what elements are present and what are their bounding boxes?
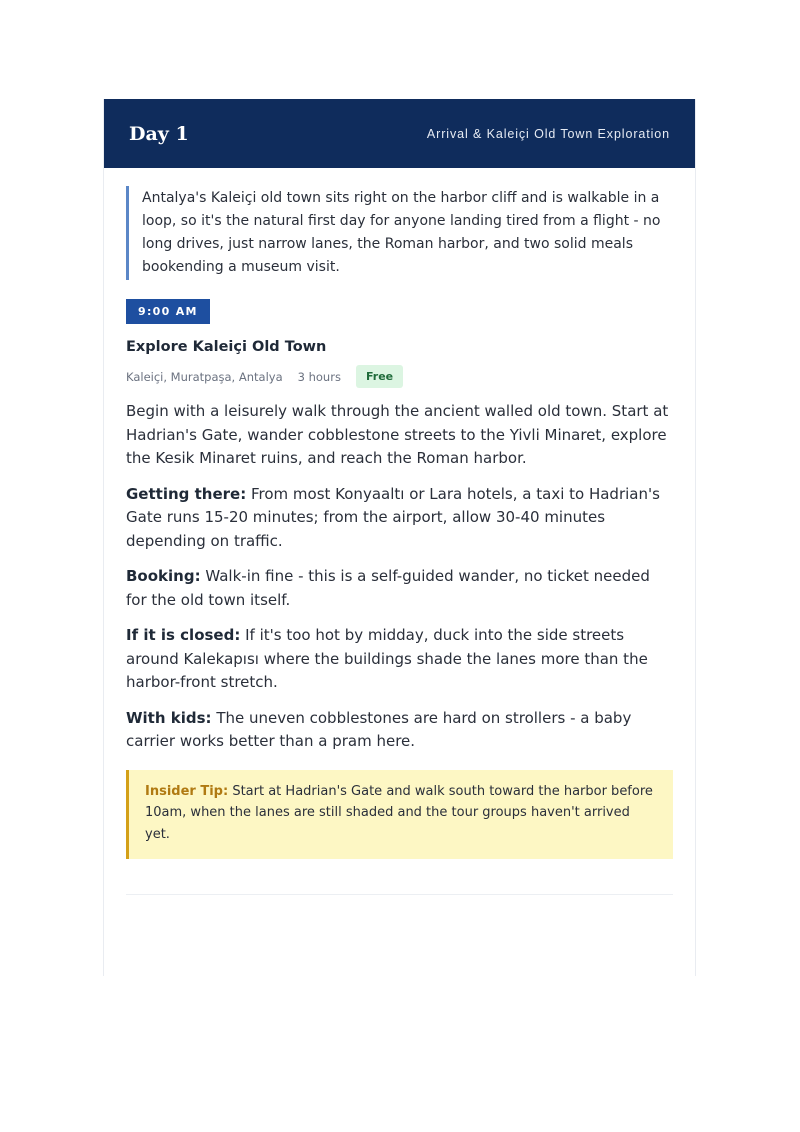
kids-label: With kids: (126, 708, 212, 727)
day-intro: Antalya's Kaleiçi old town sits right on the harbor cliff and is walkable in a loop, so it's the natural first day for anyone landing tired from a flight - no long drives, just narrow lanes, the Roman harbor, and two solid meals bookending a museum visit. (126, 186, 673, 280)
day-header (104, 99, 695, 168)
time-badge: 9:00 AM (126, 299, 210, 324)
insider-tip (126, 770, 673, 860)
getting-there-text: From most Konyaaltı or Lara hotels, a taxi to Hadrian's Gate runs 15-20 minutes; from the airport, allow 30-40 minutes depending on traffic. (126, 484, 660, 550)
kids-text: The uneven cobblestones are hard on strollers - a baby carrier works better than a pram here. (126, 708, 632, 750)
getting-there-label: Getting there: (126, 484, 247, 503)
activity-description: Begin with a leisurely walk through the ancient walled old town. Start at Hadrian's Gate, wander cobblestone streets to the Yivli Minaret, explore the Kesik Minaret ruins, and reach the Roman harbor. (126, 402, 669, 467)
getting-there-paragraph (126, 483, 673, 554)
insider-tip-label: Insider Tip: (145, 783, 229, 799)
day-subtitle: Arrival & Kaleiçi Old Town Exploration (426, 126, 670, 141)
booking-text: Walk-in fine - this is a self-guided wander, no ticket needed for the old town itself. (126, 567, 650, 609)
closed-text: If it's too hot by midday, duck into the side streets around Kalekapısı where the buildings shade the lanes more than the harbor-front stretch. (126, 626, 648, 691)
activity-location: Kaleiçi, Muratpaşa, Antalya (126, 369, 283, 384)
day-card (103, 99, 696, 976)
booking-label: Booking: (126, 567, 201, 585)
activity-meta (126, 365, 673, 388)
activity-title: Explore Kaleiçi Old Town (126, 339, 327, 355)
day-content (104, 168, 695, 895)
day-title: Day 1 (129, 122, 189, 145)
section-divider (126, 894, 673, 895)
booking-paragraph (126, 565, 673, 612)
activity-duration: 3 hours (297, 369, 341, 384)
closed-paragraph (126, 624, 673, 695)
closed-label: If it is closed: (126, 626, 241, 644)
price-badge: Free (356, 365, 403, 388)
kids-paragraph (126, 707, 673, 754)
insider-tip-text: Start at Hadrian's Gate and walk south toward the harbor before 10am, when the lanes are still shaded and the tour groups haven't arrived yet. (145, 783, 653, 842)
